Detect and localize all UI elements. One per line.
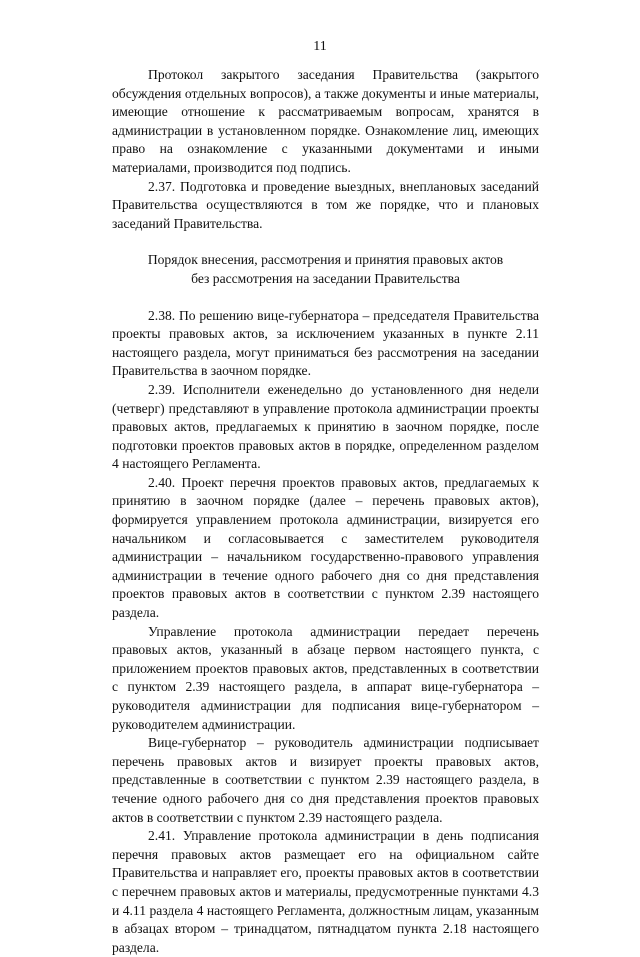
paragraph-2-38: 2.38. По решению вице-губернатора – председателя Правительства проекты правовых актов, за исключением указанных в пункте 2.11 настоящего раздела, могут приниматься без рассмотрения на заседании Правительства в заочном порядке. (112, 307, 539, 379)
paragraph-2-37: 2.37. Подготовка и проведение выездных, внеплановых заседаний Правительства осуществляются в том же порядке, что и плановых заседаний Правительства. (112, 178, 539, 231)
paragraph-2-41: 2.41. Управление протокола администрации в день подписания перечня правовых актов размещает его на официальном сайте Правительства и направляет его, проекты правовых актов в соответствии с перечнем правовых актов и материалы, предусмотренные пунктами 4.3 и 4.11 раздела 4 настоящего Регламента, должностным лицам, указанным в абзацах втором – тринадцатом, пятнадцатом пункта 2.18 настоящего раздела. (112, 828, 539, 955)
section-heading-line-1: Порядок внесения, рассмотрения и принятия правовых актов (147, 252, 504, 268)
section-heading-line-2: без рассмотрения на заседании Правительства (191, 270, 460, 286)
page-number: 11 (313, 39, 327, 54)
paragraph-2-39: 2.39. Исполнители еженедельно до установленного дня недели (четверг) представляют в управление протокола администрации проекты правовых актов, предлагаемых к принятию в заочном порядке, после подготовки проектов правовых актов в порядке, определенном разделом 4 настоящего Регламента. (112, 381, 539, 472)
paragraph-closed-protocol: Протокол закрытого заседания Правительства (закрытого обсуждения отдельных вопросов), а также документы и иные материалы, имеющие отношение к рассматриваемым вопросам, хранятся в администрации в установленном порядке. Ознакомление лиц, имеющих право на ознакомление с указанными документами и иными материалами, производится под подпись. (112, 67, 539, 175)
paragraph-2-40: 2.40. Проект перечня проектов правовых актов, предлагаемых к принятию в заочном порядке (далее – перечень правовых актов), формируется управлением протокола администрации, визируется его начальником и согласовывается с заместителем руководителя администрации – начальником государственно-правового управления администрации в течение одного рабочего дня со дня представления проектов правовых актов в соответствии с пунктом 2.39 настоящего раздела. (112, 474, 539, 621)
paragraph-2-40-third: Вице-губернатор – руководитель администрации подписывает перечень правовых актов и визирует проекты правовых актов, представленные в соответствии с пунктом 2.39 настоящего раздела, в течение одного рабочего дня со дня представления проектов правовых актов в соответствии с пунктом 2.39 настоящего раздела. (112, 735, 539, 825)
paragraph-2-40-second: Управление протокола администрации передает перечень правовых актов, указанный в абзаце первом настоящего пункта, с приложением проектов правовых актов, представленных в соответствии с пунктом 2.39 настоящего раздела, в аппарат вице-губернатора – руководителя администрации для подписания вице-губернатором – руководителем администрации. (112, 623, 539, 732)
document-body (112, 66, 539, 957)
section-heading (112, 251, 539, 288)
